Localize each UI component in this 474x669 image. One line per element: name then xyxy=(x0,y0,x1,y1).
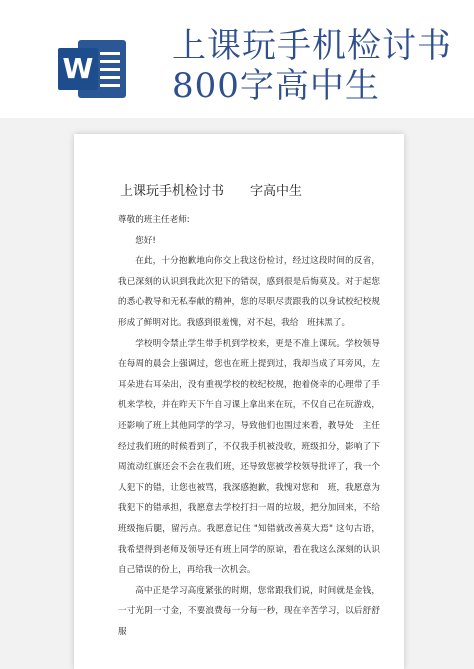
page-title-line-1: 上课玩手机检讨书 xyxy=(172,26,452,66)
greeting: 您好! xyxy=(135,235,156,246)
doc-line xyxy=(100,60,120,63)
document-preview-area xyxy=(0,118,474,669)
page-title xyxy=(172,26,462,106)
doc-line xyxy=(100,76,120,79)
word-logo-icon xyxy=(58,40,126,98)
doc-line xyxy=(100,52,120,55)
paragraph: 高中正是学习高度紧张的时期，您常跟我们说，时间就是金钱，一寸光阴一寸金，不要浪费每一分每一秒，现在辛苦学习，以后舒舒服 xyxy=(118,585,380,637)
document-page xyxy=(74,134,404,669)
page-title-line-2: 800字高中生 xyxy=(172,66,380,106)
word-logo-letter: W xyxy=(58,48,98,90)
document-title-part-1: 上课玩手机检讨书 xyxy=(120,184,225,199)
document-title-part-2: 字高中生 xyxy=(250,184,303,199)
document-title xyxy=(120,180,360,199)
document-body xyxy=(118,210,380,642)
top-header xyxy=(0,0,474,135)
doc-line xyxy=(100,68,120,71)
paragraph: 学校明令禁止学生带手机到学校来，更是不准上课玩。学校领导在每周的晨会上强调过，您也在班上提到过，我却当成了耳旁风，左耳朵进右耳朵出，没有重视学校的校纪校规，抱着侥幸的心理带了手机来学校，并在昨天下午自习课上拿出来在玩，不仅自己在玩游戏，还影响了班上其他同学的学习，导致他们也围过来看，教导处 主任经过我们班的时候看到了，不仅我手机被没收，班级扣分，影响了下周流动红旗还会不会在我们班，还导致您被学校领导批评了，我一个人犯下的错，让您也被骂，我深感抱歉，我愧对您和 班，我愿意为我犯下的错承担，我愿意去学校打扫一周的垃圾，把分加回来，不给班级拖后腿，留污点。我愿意记住 "知错就改善莫大焉" 这句古语，我希望得到老师及领导还有班上同学的原谅，看在我这么深刻的认识自己错误的份上，再给我一次机会。 xyxy=(118,338,380,576)
salutation: 尊敬的班主任老师: xyxy=(118,215,190,225)
doc-line xyxy=(100,84,120,87)
paragraph: 在此，十分抱歉地向你交上我这份检讨，经过这段时间的反省，我已深刻的认识到我此次犯下的错误，感到很是后悔莫及。对于起您的悉心教导和无私奉献的精神，您的尽职尽责跟我的以身试校纪校规形成了鲜明对比。我感到很羞愧，对不起，我给 班抹黑了。 xyxy=(118,256,380,328)
